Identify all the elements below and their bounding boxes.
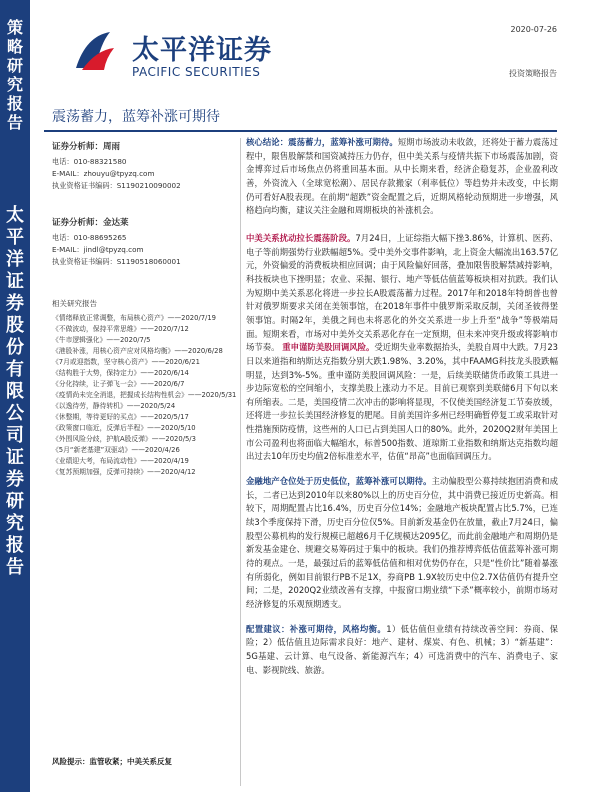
related-report-link[interactable]: 《外围风险分歧，护航A股反弹》——2020/5/3 — [52, 435, 196, 443]
logo-chinese-name: 太平洋证券 — [132, 35, 272, 66]
related-report-link[interactable]: 《政策窗口临近，反弹后半程》——2020/5/10 — [52, 424, 196, 432]
sidebar-top-label: 策略研究报告 — [6, 18, 23, 132]
logo-mark-icon — [72, 28, 118, 74]
paragraph-finance-property — [246, 475, 558, 612]
page-title: 震荡蓄力，蓝筹补涨可期待 — [52, 109, 220, 125]
related-report-link[interactable]: 《复苏预期加强，反弹可持续》——2020/4/12 — [52, 468, 196, 476]
paragraph-text: 7月24日，上证综指大幅下挫3.86%，计算机、医药、电子等前期强势行业跌幅超5%。受中美外交事件影响，北上资金大幅流出163.57亿元，外资偏爱的消费板块相应回调；由于风险偏好回落，叠加限售股解禁减持影响，科技板块也下挫明显；农业、采掘、银行、地产等低估值蓝筹板块相对抗跌。我们认为短期中美关系恶化将进一步拉长A股震荡蓄力过程。2017年和2018年特朗普也曾针对俄罗斯要求关闭在美领事馆，在2018年事件中俄罗斯采取反制，关闭圣彼得堡领事馆。时隔2年，美俄之间也未将恶化的外交关系进一步上升至“战争”等极端局面。短期来看，市场对中美外交关系恶化存在一定预期，但未来冲突升级或将影响市场节奏。 — [246, 232, 559, 353]
paragraph-lead: 配置建议：补涨可期待，风格均衡。 — [246, 623, 387, 634]
paragraph-core-conclusion — [246, 136, 558, 218]
paragraph-lead: 核心结论：震荡蓄力，蓝筹补涨可期待。 — [246, 137, 398, 147]
report-date: 2020-07-26 — [510, 25, 557, 34]
analyst-card — [52, 140, 232, 192]
related-report-link[interactable]: 《以逸待劳，静待转机》——2020/5/24 — [52, 402, 176, 410]
related-report-link[interactable]: 《休整期，等待更好的买点》——2020/5/17 — [52, 413, 189, 421]
analyst-phone: 电话：010-88321580 — [52, 157, 127, 166]
analyst-license: 执业资格证书编码：S1190210090002 — [52, 181, 181, 190]
report-type: 投资策略报告 — [509, 69, 557, 78]
sidebar — [0, 0, 30, 792]
analyst-email[interactable]: E-MAIL：jindl@tpyzq.com — [52, 245, 144, 254]
related-report-link[interactable]: 《情绪释放正常调整，布局核心资产》——2020/7/19 — [52, 314, 216, 322]
related-report-link[interactable]: 《不做波动，保持平常思维》——2020/7/12 — [52, 325, 189, 333]
analyst-name: 证券分析师：周雨 — [52, 142, 121, 152]
column-divider — [240, 138, 241, 786]
related-report-link[interactable]: 《结构胜于大势，保持定力》——2020/6/14 — [52, 369, 189, 377]
related-reports-list — [52, 313, 237, 478]
main-body — [246, 136, 558, 688]
paragraph-sino-us — [246, 232, 558, 464]
analyst-name: 证券分析师：金达莱 — [52, 218, 129, 228]
brand-logo — [72, 22, 472, 82]
paragraph-text: 1）低估值但业绩有持续改善空间：券商、保险；2）低估值且边际需求良好：地产、建材、煤炭、有色、机械；3）“新基建”：5G基建、云计算、电气设备、新能源汽车；4）可选消费中的汽车、消费电子、家电、影视院线、旅游。 — [246, 623, 559, 675]
left-column — [52, 140, 237, 478]
analyst-license: 执业资格证书编码：S1190518060001 — [52, 257, 181, 266]
paragraph-text: 主动偏股型公募持续抱团消费和成长，二者已达到2010年以来80%以上的历史百分位，其中消费已接近历史新高。相较下，周期配置占比16.4%，历史百分位14%；金融地产板块配置占比5.7%，已连续3个季度保持下滑，历史百分位仅5%。目前新发基金仍在放量，截止7月24日，偏股型公募机构的发行规模已超越6月千亿规模达2095亿，而此前金融地产和周期仍是新发基金建仓、规避交易筹码过于集中的板块。我们仍推荐博弈低估值蓝筹补涨可期待的观点。一是，最强过后的蓝筹低估值和相对优势仍存在，只是“性价比”随着暴涨有所弱化，例如目前银行PB不足1X，券商PB 1.9X较历史中位2.7X估值仍有提升空间；二是，2020Q2业绩改善有支撑，中报窗口期业绩“下杀”概率较小，前期市场对经济修复的乐观预期透支。 — [246, 476, 558, 609]
related-report-link[interactable]: 《疫情尚未完全消退，把握成长结构性机会》——2020/5/31 — [52, 391, 237, 399]
paragraph-allocation — [246, 623, 558, 678]
paragraph-text: 短期市场波动未收敛，还将处于蓄力震荡过程中，限售股解禁和国资减持压力仍存，但中美关系与疫情共振下市场震荡加剧，资金博弈过后市场焦点仍将重回基本面。从中长期来看，经济企稳复苏，企业盈利改善，外资流入（全球宽松潮）、居民存款搬家（利率低位）等趋势并未改变，中长期仍可看好A股表现。在前期“超跌”资金配置之后，近期风格轮动预期进一步增强，风格趋向均衡，建议关注金融和周期板块的补涨机会。 — [246, 137, 558, 216]
related-report-link[interactable]: 《港股补涨，用核心资产应对风格均衡》——2020/6/28 — [52, 347, 223, 355]
analyst-card — [52, 216, 232, 268]
risk-warning: 风险提示：监管收紧；中美关系反复 — [52, 757, 172, 766]
related-report-link[interactable]: 《分化持续，让子弹飞一会》——2020/6/7 — [52, 380, 185, 388]
analyst-phone: 电话：010-88695265 — [52, 233, 127, 242]
related-report-link[interactable]: 《7月或迎指数，坚守核心资产》——2020/6/21 — [52, 358, 200, 366]
paragraph-lead: 金融地产仓位处于历史低位，蓝筹补涨可以期待。 — [246, 476, 432, 487]
related-report-link[interactable]: 《5月“新老基建”双驱动》——2020/4/26 — [52, 446, 180, 454]
title-divider — [44, 130, 557, 132]
paragraph-lead: 重申谨防美股回调风险。 — [282, 342, 375, 353]
related-report-link[interactable]: 《业绩迎大考，布局流动性》——2020/4/19 — [52, 457, 189, 465]
related-reports-title: 相关研究报告 — [52, 299, 97, 308]
related-report-link[interactable]: 《牛市逻辑强化》——2020/7/5 — [52, 336, 151, 344]
paragraph-text: 受近期失业率数据抬头，美股自周中大跌。7月23日以来道指和纳斯达克指数分别大跌1.98%、3.20%，其中FAAMG科技龙头股跌幅明显，达到3%-5%。重申谨防美股回调风险：一是，后续美联储货币政策工具进一步边际宽松的空间缩小，支撑美股上涨动力不足。目前已观察到美联储6月下旬以来有所缩表。二是，美国疫情二次冲击的影响将显现，不仅使美国经济复工节奏放缓，还将进一步拉长美国经济修复的肥尾。目前美国许多州已经明确暂停复工或采取针对性措施预防疫情，这些州的人口已占到美国人口的80%。此外，2020Q2财年美国上市公司盈利也将面临大幅缩水，标普500指数、道琼斯工业指数和纳斯达克指数均超出过去10年历史均值2倍标准差水平，估值“昂高”也面临回调压力。 — [246, 342, 559, 462]
sidebar-bottom-label: 太平洋证券股份有限公司证券研究报告 — [6, 205, 24, 578]
analyst-email[interactable]: E-MAIL：zhouyu@tpyzq.com — [52, 169, 155, 178]
paragraph-lead: 中美关系扰动拉长震荡阶段。 — [246, 232, 356, 243]
logo-english-name: PACIFIC SECURITIES — [132, 65, 261, 79]
